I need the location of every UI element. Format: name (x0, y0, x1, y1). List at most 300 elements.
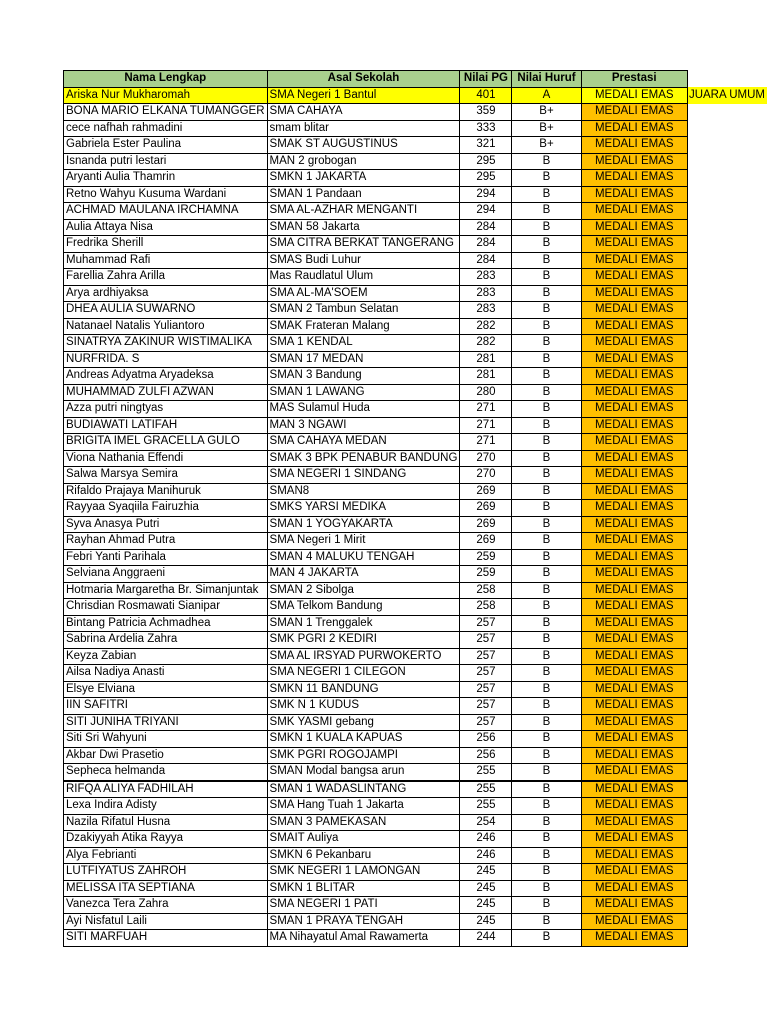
cell-grade[interactable]: B (512, 731, 581, 748)
cell-extra (687, 450, 767, 467)
table-row (64, 880, 768, 897)
cell-school[interactable]: SMK PGRI 2 KEDIRI (267, 632, 460, 649)
cell-school[interactable]: SMAN 58 Jakarta (267, 219, 460, 236)
cell-name[interactable]: Nazila Rifatul Husna (64, 814, 268, 831)
table-row (64, 401, 768, 418)
cell-grade[interactable]: B (512, 318, 581, 335)
cell-score[interactable]: 255 (460, 781, 512, 798)
cell-score[interactable]: 246 (460, 831, 512, 848)
cell-score[interactable]: 258 (460, 599, 512, 616)
cell-grade[interactable]: B (512, 632, 581, 649)
cell-score[interactable]: 333 (460, 120, 512, 137)
table-row (64, 747, 768, 764)
cell-school[interactable]: SMA Hang Tuah 1 Jakarta (267, 798, 460, 815)
cell-extra (687, 747, 767, 764)
cell-grade[interactable]: B (512, 698, 581, 715)
cell-grade[interactable]: B (512, 285, 581, 302)
cell-score[interactable]: 258 (460, 582, 512, 599)
cell-school[interactable]: SMAN 1 Pandaan (267, 186, 460, 203)
table-row (64, 351, 768, 368)
cell-extra (687, 500, 767, 517)
table-row (64, 87, 768, 104)
cell-score[interactable]: 270 (460, 450, 512, 467)
cell-award[interactable]: MEDALI EMAS (581, 401, 687, 418)
cell-award[interactable]: MEDALI EMAS (581, 698, 687, 715)
table-row (64, 897, 768, 914)
table-row (64, 698, 768, 715)
cell-extra (687, 913, 767, 930)
table-row (64, 434, 768, 451)
cell-score[interactable]: 244 (460, 930, 512, 947)
cell-award[interactable]: MEDALI EMAS (581, 203, 687, 220)
cell-score[interactable]: 269 (460, 483, 512, 500)
cell-school[interactable]: SMKN 6 Pekanbaru (267, 847, 460, 864)
cell-award[interactable]: MEDALI EMAS (581, 897, 687, 914)
cell-award[interactable]: MEDALI EMAS (581, 335, 687, 352)
cell-school[interactable]: SMAN 17 MEDAN (267, 351, 460, 368)
cell-score[interactable]: 284 (460, 236, 512, 253)
cell-score[interactable]: 259 (460, 566, 512, 583)
cell-school[interactable]: SMK N 1 KUDUS (267, 698, 460, 715)
cell-award[interactable]: MEDALI EMAS (581, 798, 687, 815)
cell-grade[interactable]: B (512, 302, 581, 319)
cell-score[interactable]: 281 (460, 368, 512, 385)
cell-grade[interactable]: B (512, 368, 581, 385)
table-row (64, 781, 768, 798)
cell-award[interactable]: MEDALI EMAS (581, 170, 687, 187)
header-score[interactable]: Nilai PG (460, 71, 512, 88)
cell-school[interactable]: SMAN 1 PRAYA TENGAH (267, 913, 460, 930)
cell-award[interactable]: MEDALI EMAS (581, 615, 687, 632)
cell-award[interactable]: MEDALI EMAS (581, 781, 687, 798)
cell-school[interactable]: SMA Telkom Bandung (267, 599, 460, 616)
cell-award[interactable]: MEDALI EMAS (581, 533, 687, 550)
cell-name[interactable]: MELISSA ITA SEPTIANA (64, 880, 268, 897)
cell-school[interactable]: SMAN 1 LAWANG (267, 384, 460, 401)
cell-school[interactable]: SMA CAHAYA (267, 104, 460, 121)
cell-grade[interactable]: B (512, 434, 581, 451)
cell-grade[interactable]: B (512, 864, 581, 881)
cell-school[interactable]: MAN 4 JAKARTA (267, 566, 460, 583)
cell-school[interactable]: SMKN 1 KUALA KAPUAS (267, 731, 460, 748)
cell-name[interactable]: MUHAMMAD ZULFI AZWAN (64, 384, 268, 401)
cell-school[interactable]: MAN 2 grobogan (267, 153, 460, 170)
cell-grade[interactable]: B (512, 500, 581, 517)
cell-grade[interactable]: B (512, 897, 581, 914)
cell-name[interactable]: BRIGITA IMEL GRACELLA GULO (64, 434, 268, 451)
cell-school[interactable]: SMAS Budi Luhur (267, 252, 460, 269)
cell-extra (687, 665, 767, 682)
cell-name[interactable]: cece nafhah rahmadini (64, 120, 268, 137)
cell-award[interactable]: MEDALI EMAS (581, 236, 687, 253)
cell-score[interactable]: 282 (460, 318, 512, 335)
cell-score[interactable]: 257 (460, 665, 512, 682)
cell-grade[interactable]: B (512, 236, 581, 253)
cell-name[interactable]: RIFQA ALIYA FADHILAH (64, 781, 268, 798)
cell-grade[interactable]: B (512, 880, 581, 897)
cell-score[interactable]: 283 (460, 285, 512, 302)
cell-score[interactable]: 257 (460, 632, 512, 649)
cell-school[interactable]: SMA Negeri 1 Bantul (267, 87, 460, 104)
cell-award[interactable]: MEDALI EMAS (581, 566, 687, 583)
cell-extra (687, 698, 767, 715)
cell-grade[interactable]: B (512, 483, 581, 500)
cell-award[interactable]: MEDALI EMAS (581, 516, 687, 533)
cell-name[interactable]: Elsye Elviana (64, 681, 268, 698)
cell-school[interactable]: SMAN 1 Trenggalek (267, 615, 460, 632)
cell-score[interactable]: 269 (460, 516, 512, 533)
cell-grade[interactable]: B (512, 681, 581, 698)
cell-score[interactable]: 282 (460, 335, 512, 352)
cell-award[interactable]: MEDALI EMAS (581, 384, 687, 401)
cell-grade[interactable]: B (512, 351, 581, 368)
cell-score[interactable]: 245 (460, 880, 512, 897)
cell-name[interactable]: Retno Wahyu Kusuma Wardani (64, 186, 268, 203)
cell-award[interactable]: MEDALI EMAS (581, 930, 687, 947)
cell-school[interactable]: SMA NEGERI 1 PATI (267, 897, 460, 914)
cell-grade[interactable]: B (512, 714, 581, 731)
cell-school[interactable]: SMKN 1 BLITAR (267, 880, 460, 897)
table-row (64, 798, 768, 815)
results-table (63, 70, 768, 947)
cell-name[interactable]: Azza putri ningtyas (64, 401, 268, 418)
cell-award[interactable]: MEDALI EMAS (581, 351, 687, 368)
cell-name[interactable]: Ayi Nisfatul Laili (64, 913, 268, 930)
table-row (64, 269, 768, 286)
cell-score[interactable]: 257 (460, 714, 512, 731)
cell-award[interactable]: MEDALI EMAS (581, 747, 687, 764)
cell-score[interactable]: 295 (460, 170, 512, 187)
cell-school[interactable]: SMA Negeri 1 Mirit (267, 533, 460, 550)
cell-name[interactable]: Viona Nathania Effendi (64, 450, 268, 467)
cell-score[interactable]: 321 (460, 137, 512, 154)
cell-school[interactable]: SMA 1 KENDAL (267, 335, 460, 352)
cell-school[interactable]: SMA AL IRSYAD PURWOKERTO (267, 648, 460, 665)
cell-score[interactable]: 401 (460, 87, 512, 104)
cell-award[interactable]: MEDALI EMAS (581, 269, 687, 286)
cell-name[interactable]: Aulia Attaya Nisa (64, 219, 268, 236)
cell-school[interactable]: SMA NEGERI 1 SINDANG (267, 467, 460, 484)
cell-school[interactable]: SMAK 3 BPK PENABUR BANDUNG (267, 450, 460, 467)
cell-grade[interactable]: B (512, 798, 581, 815)
cell-award[interactable]: MEDALI EMAS (581, 864, 687, 881)
cell-school[interactable]: MA Nihayatul Amal Rawamerta (267, 930, 460, 947)
cell-school[interactable]: SMAN 2 Sibolga (267, 582, 460, 599)
cell-score[interactable]: 257 (460, 615, 512, 632)
cell-extra (687, 203, 767, 220)
cell-extra: JUARA UMUM (687, 87, 767, 104)
cell-grade[interactable]: B (512, 847, 581, 864)
cell-school[interactable]: SMK PGRI ROGOJAMPI (267, 747, 460, 764)
cell-school[interactable]: SMKN 11 BANDUNG (267, 681, 460, 698)
header-name[interactable]: Nama Lengkap (64, 71, 268, 88)
cell-school[interactable]: SMA NEGERI 1 CILEGON (267, 665, 460, 682)
cell-name[interactable]: Selviana Anggraeni (64, 566, 268, 583)
cell-grade[interactable]: B (512, 566, 581, 583)
cell-grade[interactable]: B+ (512, 120, 581, 137)
cell-name[interactable]: Muhammad Rafi (64, 252, 268, 269)
table-row (64, 285, 768, 302)
cell-name[interactable]: Akbar Dwi Prasetio (64, 747, 268, 764)
cell-award[interactable]: MEDALI EMAS (581, 104, 687, 121)
cell-score[interactable]: 245 (460, 913, 512, 930)
cell-award[interactable]: MEDALI EMAS (581, 764, 687, 781)
table-row (64, 368, 768, 385)
cell-school[interactable]: SMAN 2 Tambun Selatan (267, 302, 460, 319)
cell-award[interactable]: MEDALI EMAS (581, 831, 687, 848)
cell-award[interactable]: MEDALI EMAS (581, 186, 687, 203)
cell-grade[interactable]: B (512, 269, 581, 286)
cell-score[interactable]: 271 (460, 401, 512, 418)
cell-award[interactable]: MEDALI EMAS (581, 880, 687, 897)
cell-grade[interactable]: B (512, 781, 581, 798)
cell-school[interactable]: SMKN 1 JAKARTA (267, 170, 460, 187)
cell-school[interactable]: SMAIT Auliya (267, 831, 460, 848)
cell-grade[interactable]: B (512, 747, 581, 764)
cell-name[interactable]: Chrisdian Rosmawati Sianipar (64, 599, 268, 616)
cell-award[interactable]: MEDALI EMAS (581, 681, 687, 698)
table-row (64, 582, 768, 599)
cell-award[interactable]: MEDALI EMAS (581, 434, 687, 451)
cell-name[interactable]: IIN SAFITRI (64, 698, 268, 715)
cell-score[interactable]: 283 (460, 302, 512, 319)
cell-school[interactable]: SMAN8 (267, 483, 460, 500)
cell-grade[interactable]: B (512, 599, 581, 616)
cell-grade[interactable]: B (512, 450, 581, 467)
cell-award[interactable]: MEDALI EMAS (581, 450, 687, 467)
cell-award[interactable]: MEDALI EMAS (581, 549, 687, 566)
cell-score[interactable]: 271 (460, 417, 512, 434)
cell-grade[interactable]: B (512, 252, 581, 269)
table-row (64, 153, 768, 170)
cell-score[interactable]: 256 (460, 747, 512, 764)
cell-extra (687, 781, 767, 798)
cell-award[interactable]: MEDALI EMAS (581, 714, 687, 731)
cell-name[interactable]: Farellia Zahra Arilla (64, 269, 268, 286)
cell-score[interactable]: 257 (460, 681, 512, 698)
cell-name[interactable]: SITI JUNIHA TRIYANI (64, 714, 268, 731)
cell-name[interactable]: SITI MARFUAH (64, 930, 268, 947)
cell-school[interactable]: smam blitar (267, 120, 460, 137)
cell-name[interactable]: SINATRYA ZAKINUR WISTIMALIKA (64, 335, 268, 352)
cell-name[interactable]: Keyza Zabian (64, 648, 268, 665)
cell-grade[interactable]: B (512, 467, 581, 484)
cell-name[interactable]: Arya ardhiyaksa (64, 285, 268, 302)
cell-grade[interactable]: B (512, 913, 581, 930)
cell-score[interactable]: 269 (460, 533, 512, 550)
cell-award[interactable]: MEDALI EMAS (581, 368, 687, 385)
cell-grade[interactable]: B (512, 384, 581, 401)
cell-award[interactable]: MEDALI EMAS (581, 632, 687, 649)
cell-score[interactable]: 270 (460, 467, 512, 484)
cell-name[interactable]: Isnanda putri lestari (64, 153, 268, 170)
table-row (64, 483, 768, 500)
cell-grade[interactable]: B (512, 170, 581, 187)
cell-school[interactable]: SMAN 4 MALUKU TENGAH (267, 549, 460, 566)
cell-name[interactable]: Siti Sri Wahyuni (64, 731, 268, 748)
cell-school[interactable]: SMA CITRA BERKAT TANGERANG (267, 236, 460, 253)
cell-score[interactable]: 256 (460, 731, 512, 748)
cell-name[interactable]: Hotmaria Margaretha Br. Simanjuntak (64, 582, 268, 599)
cell-school[interactable]: SMA AL-MA'SOEM (267, 285, 460, 302)
cell-name[interactable]: Sabrina Ardelia Zahra (64, 632, 268, 649)
cell-name[interactable]: ACHMAD MAULANA IRCHAMNA (64, 203, 268, 220)
cell-school[interactable]: SMAN 3 Bandung (267, 368, 460, 385)
cell-grade[interactable]: B (512, 219, 581, 236)
cell-award[interactable]: MEDALI EMAS (581, 318, 687, 335)
cell-grade[interactable]: B (512, 533, 581, 550)
cell-name[interactable]: Ariska Nur Mukharomah (64, 87, 268, 104)
cell-name[interactable]: Sepheca helmanda (64, 764, 268, 781)
table-row (64, 335, 768, 352)
cell-score[interactable]: 245 (460, 864, 512, 881)
cell-award[interactable]: MEDALI EMAS (581, 731, 687, 748)
cell-name[interactable]: Dzakiyyah Atika Rayya (64, 831, 268, 848)
table-row (64, 566, 768, 583)
cell-award[interactable]: MEDALI EMAS (581, 87, 687, 104)
cell-extra (687, 219, 767, 236)
cell-score[interactable]: 255 (460, 764, 512, 781)
header-grade[interactable]: Nilai Huruf (512, 71, 581, 88)
cell-grade[interactable]: B (512, 516, 581, 533)
cell-school[interactable]: SMAK ST AUGUSTINUS (267, 137, 460, 154)
cell-name[interactable]: Febri Yanti Parihala (64, 549, 268, 566)
cell-name[interactable]: Syva Anasya Putri (64, 516, 268, 533)
cell-award[interactable]: MEDALI EMAS (581, 417, 687, 434)
cell-name[interactable]: Andreas Adyatma Aryadeksa (64, 368, 268, 385)
cell-grade[interactable]: B (512, 417, 581, 434)
cell-name[interactable]: Natanael Natalis Yuliantoro (64, 318, 268, 335)
cell-name[interactable]: LUTFIYATUS ZAHROH (64, 864, 268, 881)
cell-school[interactable]: SMK NEGERI 1 LAMONGAN (267, 864, 460, 881)
cell-award[interactable]: MEDALI EMAS (581, 120, 687, 137)
cell-name[interactable]: Alya Febrianti (64, 847, 268, 864)
cell-award[interactable]: MEDALI EMAS (581, 500, 687, 517)
cell-grade[interactable]: B (512, 665, 581, 682)
cell-grade[interactable]: B (512, 203, 581, 220)
cell-score[interactable]: 359 (460, 104, 512, 121)
cell-school[interactable]: SMAN Modal bangsa arun (267, 764, 460, 781)
cell-award[interactable]: MEDALI EMAS (581, 285, 687, 302)
cell-grade[interactable]: B (512, 582, 581, 599)
cell-score[interactable]: 271 (460, 434, 512, 451)
cell-name[interactable]: Vanezca Tera Zahra (64, 897, 268, 914)
cell-name[interactable]: DHEA AULIA SUWARNO (64, 302, 268, 319)
cell-grade[interactable]: B (512, 764, 581, 781)
cell-award[interactable]: MEDALI EMAS (581, 302, 687, 319)
cell-award[interactable]: MEDALI EMAS (581, 252, 687, 269)
cell-award[interactable]: MEDALI EMAS (581, 599, 687, 616)
cell-grade[interactable]: B (512, 401, 581, 418)
cell-award[interactable]: MEDALI EMAS (581, 153, 687, 170)
cell-award[interactable]: MEDALI EMAS (581, 219, 687, 236)
cell-grade[interactable]: B+ (512, 104, 581, 121)
cell-score[interactable]: 259 (460, 549, 512, 566)
cell-score[interactable]: 257 (460, 648, 512, 665)
cell-name[interactable]: NURFRIDA. S (64, 351, 268, 368)
cell-school[interactable]: SMAN 1 YOGYAKARTA (267, 516, 460, 533)
cell-score[interactable]: 283 (460, 269, 512, 286)
cell-grade[interactable]: B (512, 615, 581, 632)
cell-award[interactable]: MEDALI EMAS (581, 467, 687, 484)
cell-grade[interactable]: B (512, 648, 581, 665)
cell-grade[interactable]: B (512, 930, 581, 947)
cell-grade[interactable]: B (512, 831, 581, 848)
cell-name[interactable]: Lexa Indira Adisty (64, 798, 268, 815)
cell-name[interactable]: Rifaldo Prajaya Manihuruk (64, 483, 268, 500)
cell-school[interactable]: MAS Sulamul Huda (267, 401, 460, 418)
header-school[interactable]: Asal Sekolah (267, 71, 460, 88)
cell-grade[interactable]: B (512, 335, 581, 352)
table-row (64, 516, 768, 533)
cell-school[interactable]: MAN 3 NGAWI (267, 417, 460, 434)
cell-name[interactable]: Salwa Marsya Semira (64, 467, 268, 484)
cell-award[interactable]: MEDALI EMAS (581, 913, 687, 930)
cell-name[interactable]: Gabriela Ester Paulina (64, 137, 268, 154)
cell-extra (687, 269, 767, 286)
cell-award[interactable]: MEDALI EMAS (581, 137, 687, 154)
cell-extra (687, 880, 767, 897)
cell-score[interactable]: 255 (460, 798, 512, 815)
cell-school[interactable]: SMAN 3 PAMEKASAN (267, 814, 460, 831)
cell-score[interactable]: 245 (460, 897, 512, 914)
cell-award[interactable]: MEDALI EMAS (581, 814, 687, 831)
cell-school[interactable]: SMA CAHAYA MEDAN (267, 434, 460, 451)
cell-school[interactable]: SMK YASMI gebang (267, 714, 460, 731)
cell-score[interactable]: 295 (460, 153, 512, 170)
cell-name[interactable]: Ailsa Nadiya Anasti (64, 665, 268, 682)
cell-extra (687, 285, 767, 302)
cell-school[interactable]: SMKS YARSI MEDIKA (267, 500, 460, 517)
cell-school[interactable]: SMAN 1 WADASLINTANG (267, 781, 460, 798)
cell-school[interactable]: SMAK Frateran Malang (267, 318, 460, 335)
cell-name[interactable]: Aryanti Aulia Thamrin (64, 170, 268, 187)
table-row (64, 203, 768, 220)
cell-grade[interactable]: B+ (512, 137, 581, 154)
cell-name[interactable]: Bintang Patricia Achmadhea (64, 615, 268, 632)
cell-name[interactable]: BUDIAWATI LATIFAH (64, 417, 268, 434)
cell-grade[interactable]: B (512, 549, 581, 566)
cell-score[interactable]: 294 (460, 203, 512, 220)
cell-score[interactable]: 280 (460, 384, 512, 401)
cell-score[interactable]: 281 (460, 351, 512, 368)
cell-name[interactable]: Rayhan Ahmad Putra (64, 533, 268, 550)
table-row (64, 814, 768, 831)
cell-grade[interactable]: A (512, 87, 581, 104)
cell-score[interactable]: 269 (460, 500, 512, 517)
cell-award[interactable]: MEDALI EMAS (581, 665, 687, 682)
cell-name[interactable]: Fredrika Sherill (64, 236, 268, 253)
cell-award[interactable]: MEDALI EMAS (581, 483, 687, 500)
header-award[interactable]: Prestasi (581, 71, 687, 88)
cell-school[interactable]: SMA AL-AZHAR MENGANTI (267, 203, 460, 220)
cell-name[interactable]: Rayyaa Syaqiila Fairuzhia (64, 500, 268, 517)
cell-score[interactable]: 246 (460, 847, 512, 864)
cell-score[interactable]: 284 (460, 252, 512, 269)
cell-award[interactable]: MEDALI EMAS (581, 582, 687, 599)
cell-grade[interactable]: B (512, 186, 581, 203)
cell-score[interactable]: 284 (460, 219, 512, 236)
cell-award[interactable]: MEDALI EMAS (581, 648, 687, 665)
cell-grade[interactable]: B (512, 153, 581, 170)
cell-grade[interactable]: B (512, 814, 581, 831)
cell-award[interactable]: MEDALI EMAS (581, 847, 687, 864)
cell-score[interactable]: 257 (460, 698, 512, 715)
cell-score[interactable]: 294 (460, 186, 512, 203)
cell-name[interactable]: BONA MARIO ELKANA TUMANGGER (64, 104, 268, 121)
cell-score[interactable]: 254 (460, 814, 512, 831)
cell-school[interactable]: Mas Raudlatul Ulum (267, 269, 460, 286)
